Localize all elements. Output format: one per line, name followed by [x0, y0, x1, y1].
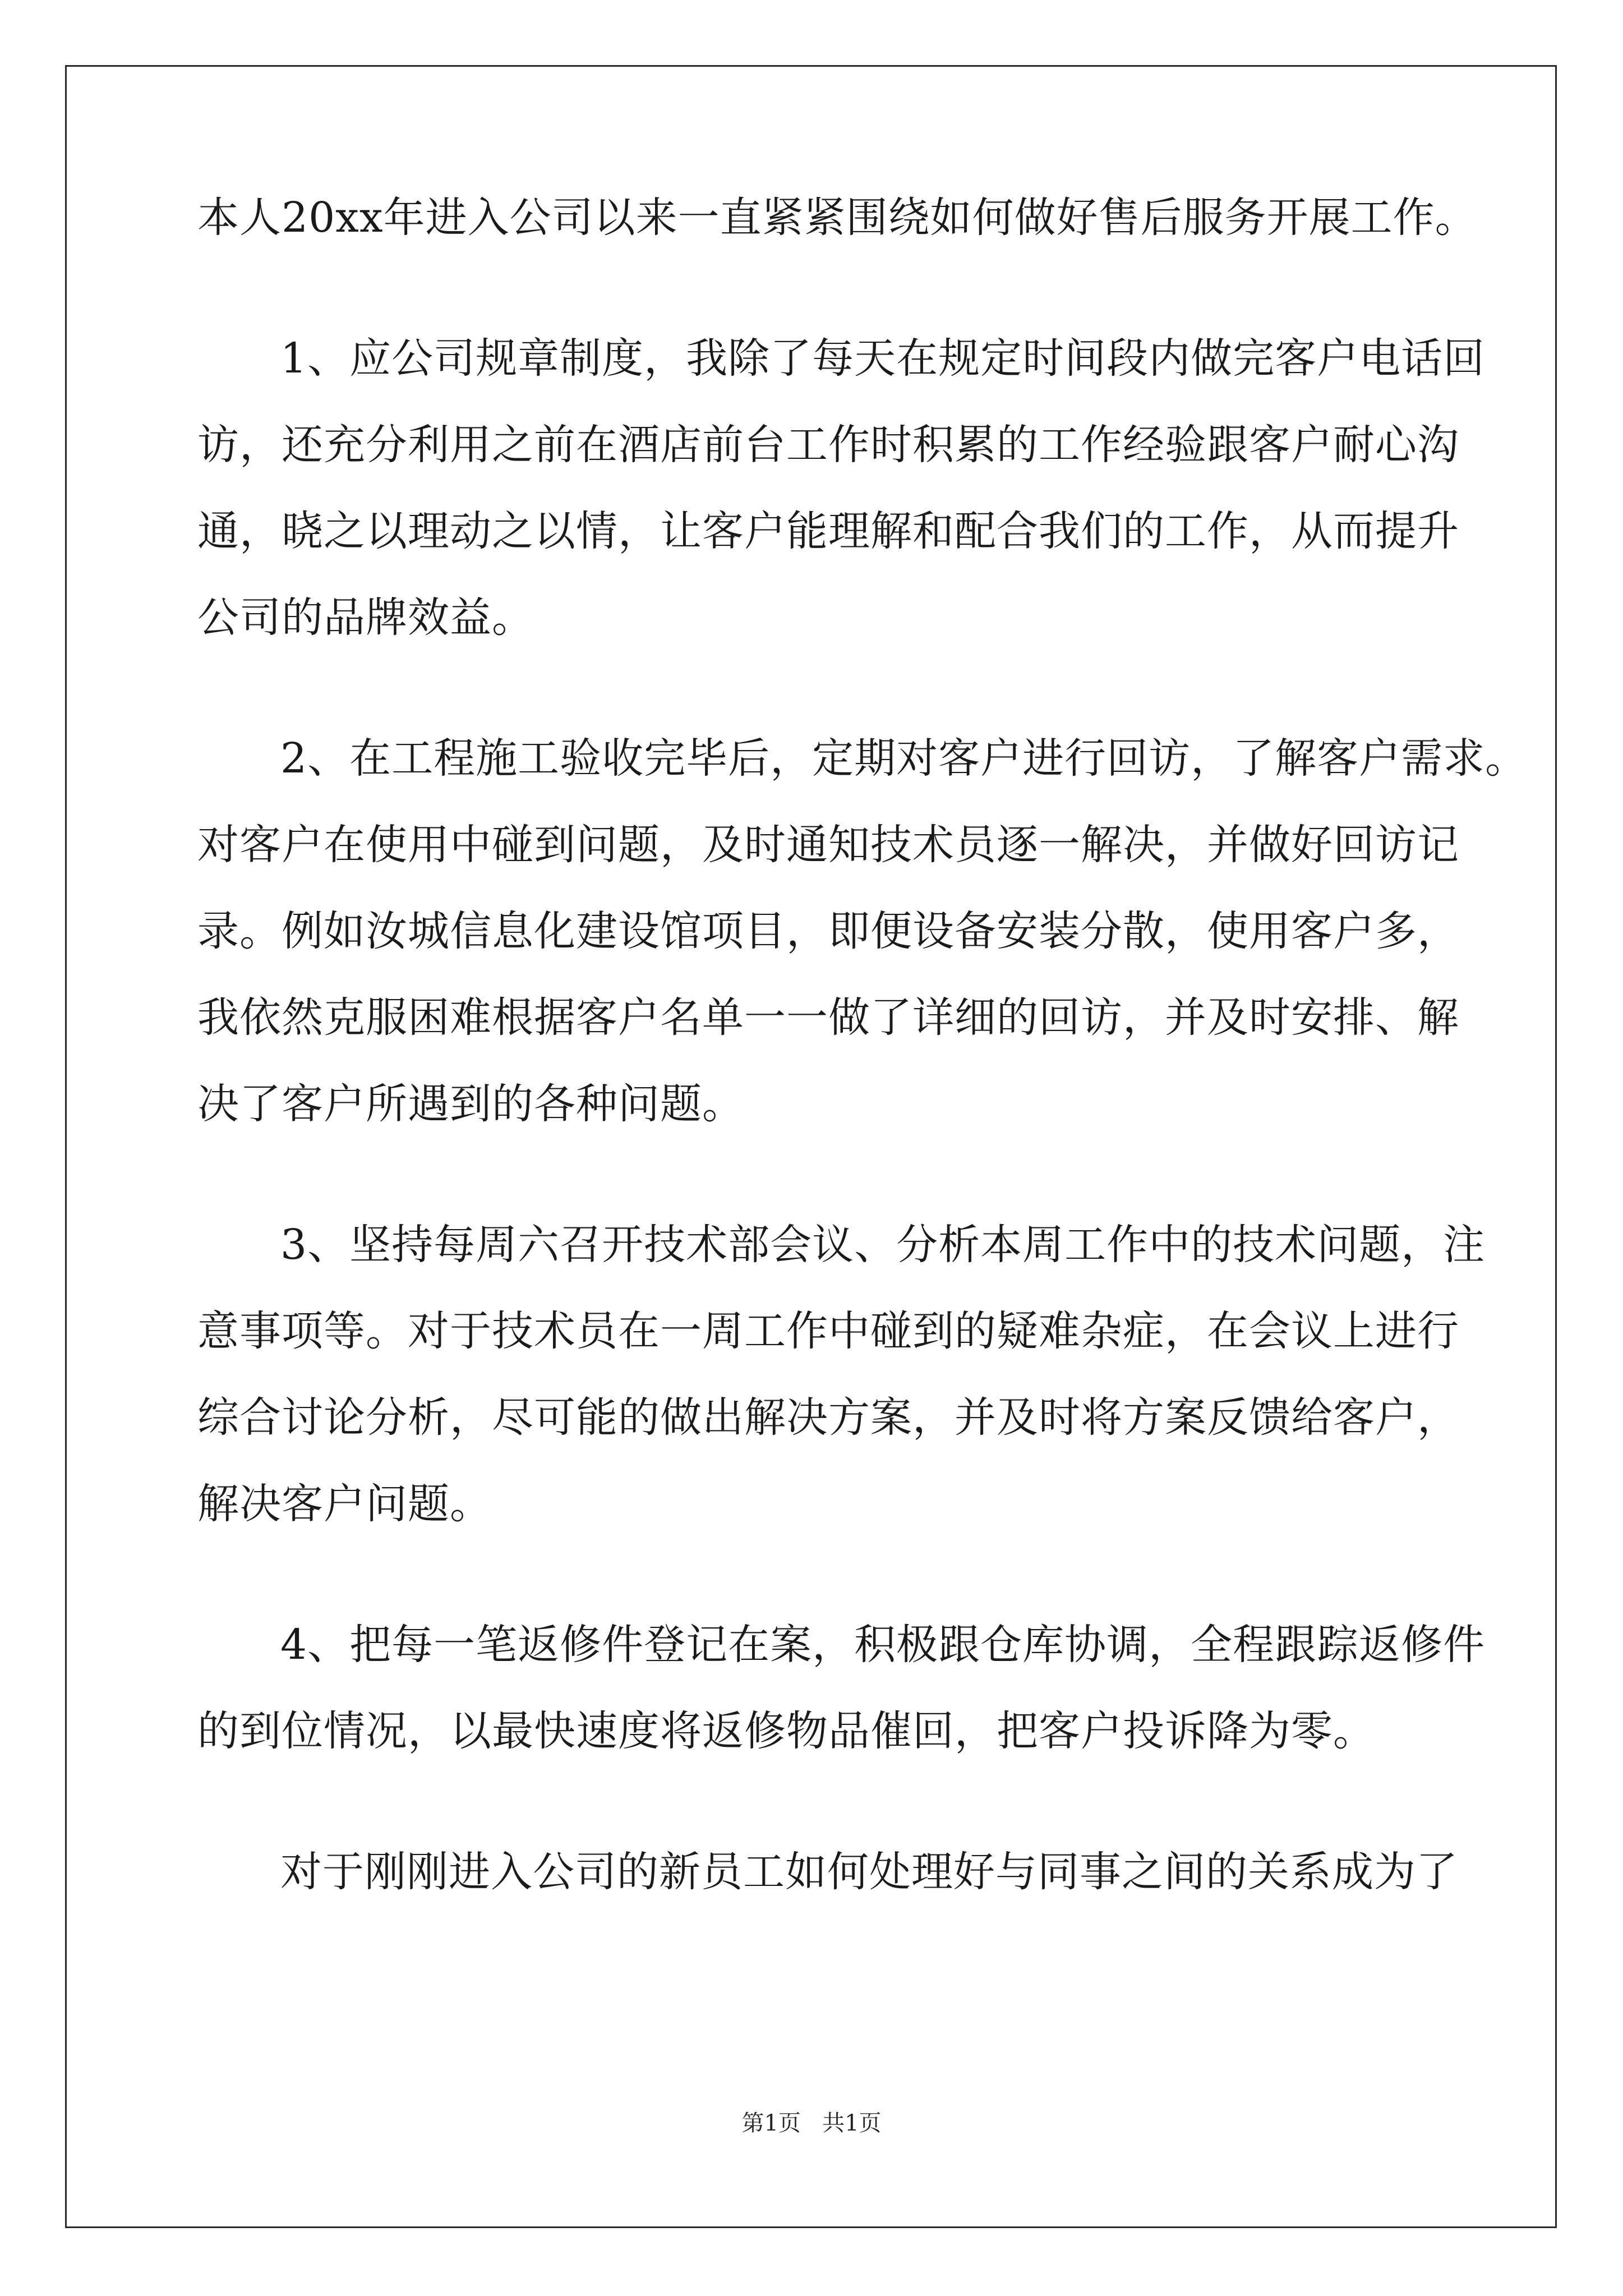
paragraph-intro-line-1: 本人20xx年进入公司以来一直紧紧围绕如何做好售后服务开展工作。 [197, 194, 1477, 242]
paragraph-5-line-1: 对于刚刚进入公司的新员工如何处理好与同事之间的关系成为了 [280, 1848, 1458, 1896]
paragraph-1-line-1: 1、应公司规章制度，我除了每天在规定时间段内做完客户电话回 [280, 334, 1486, 383]
page-number: 第1页 [741, 2110, 801, 2136]
paragraph-3-line-3: 综合讨论分析，尽可能的做出解决方案，并及时将方案反馈给客户， [197, 1393, 1459, 1442]
paragraph-3-line-1: 3、坚持每周六召开技术部会议、分析本周工作中的技术问题，注 [280, 1221, 1486, 1269]
paragraph-1-line-4: 公司的品牌效益。 [197, 593, 534, 642]
page-footer [0, 2109, 1623, 2137]
paragraph-2-line-5: 决了客户所遇到的各种问题。 [197, 1080, 744, 1128]
page-border [65, 65, 1557, 2228]
paragraph-3-line-2: 意事项等。对于技术员在一周工作中碰到的疑难杂症，在会议上进行 [197, 1307, 1459, 1355]
paragraph-2-line-4: 我依然克服困难根据客户名单一一做了详细的回访，并及时安排、解 [197, 993, 1459, 1042]
paragraph-1-line-2: 访，还充分利用之前在酒店前台工作时积累的工作经验跟客户耐心沟 [197, 421, 1459, 469]
paragraph-4-line-1: 4、把每一笔返修件登记在案，积极跟仓库协调，全程跟踪返修件 [280, 1621, 1486, 1669]
paragraph-2-line-1: 2、在工程施工验收完毕后，定期对客户进行回访，了解客户需求。 [280, 734, 1528, 783]
page-total: 共1页 [822, 2110, 882, 2136]
paragraph-2-line-2: 对客户在使用中碰到问题，及时通知技术员逐一解决，并做好回访记 [197, 821, 1459, 869]
paragraph-4-line-2: 的到位情况，以最快速度将返修物品催回，把客户投诉降为零。 [197, 1707, 1375, 1755]
paragraph-3-line-4: 解决客户问题。 [197, 1480, 492, 1528]
paragraph-1-line-3: 通，晓之以理动之以情，让客户能理解和配合我们的工作，从而提升 [197, 507, 1459, 555]
paragraph-2-line-3: 录。例如汝城信息化建设馆项目，即便设备安装分散，使用客户多， [197, 907, 1459, 955]
